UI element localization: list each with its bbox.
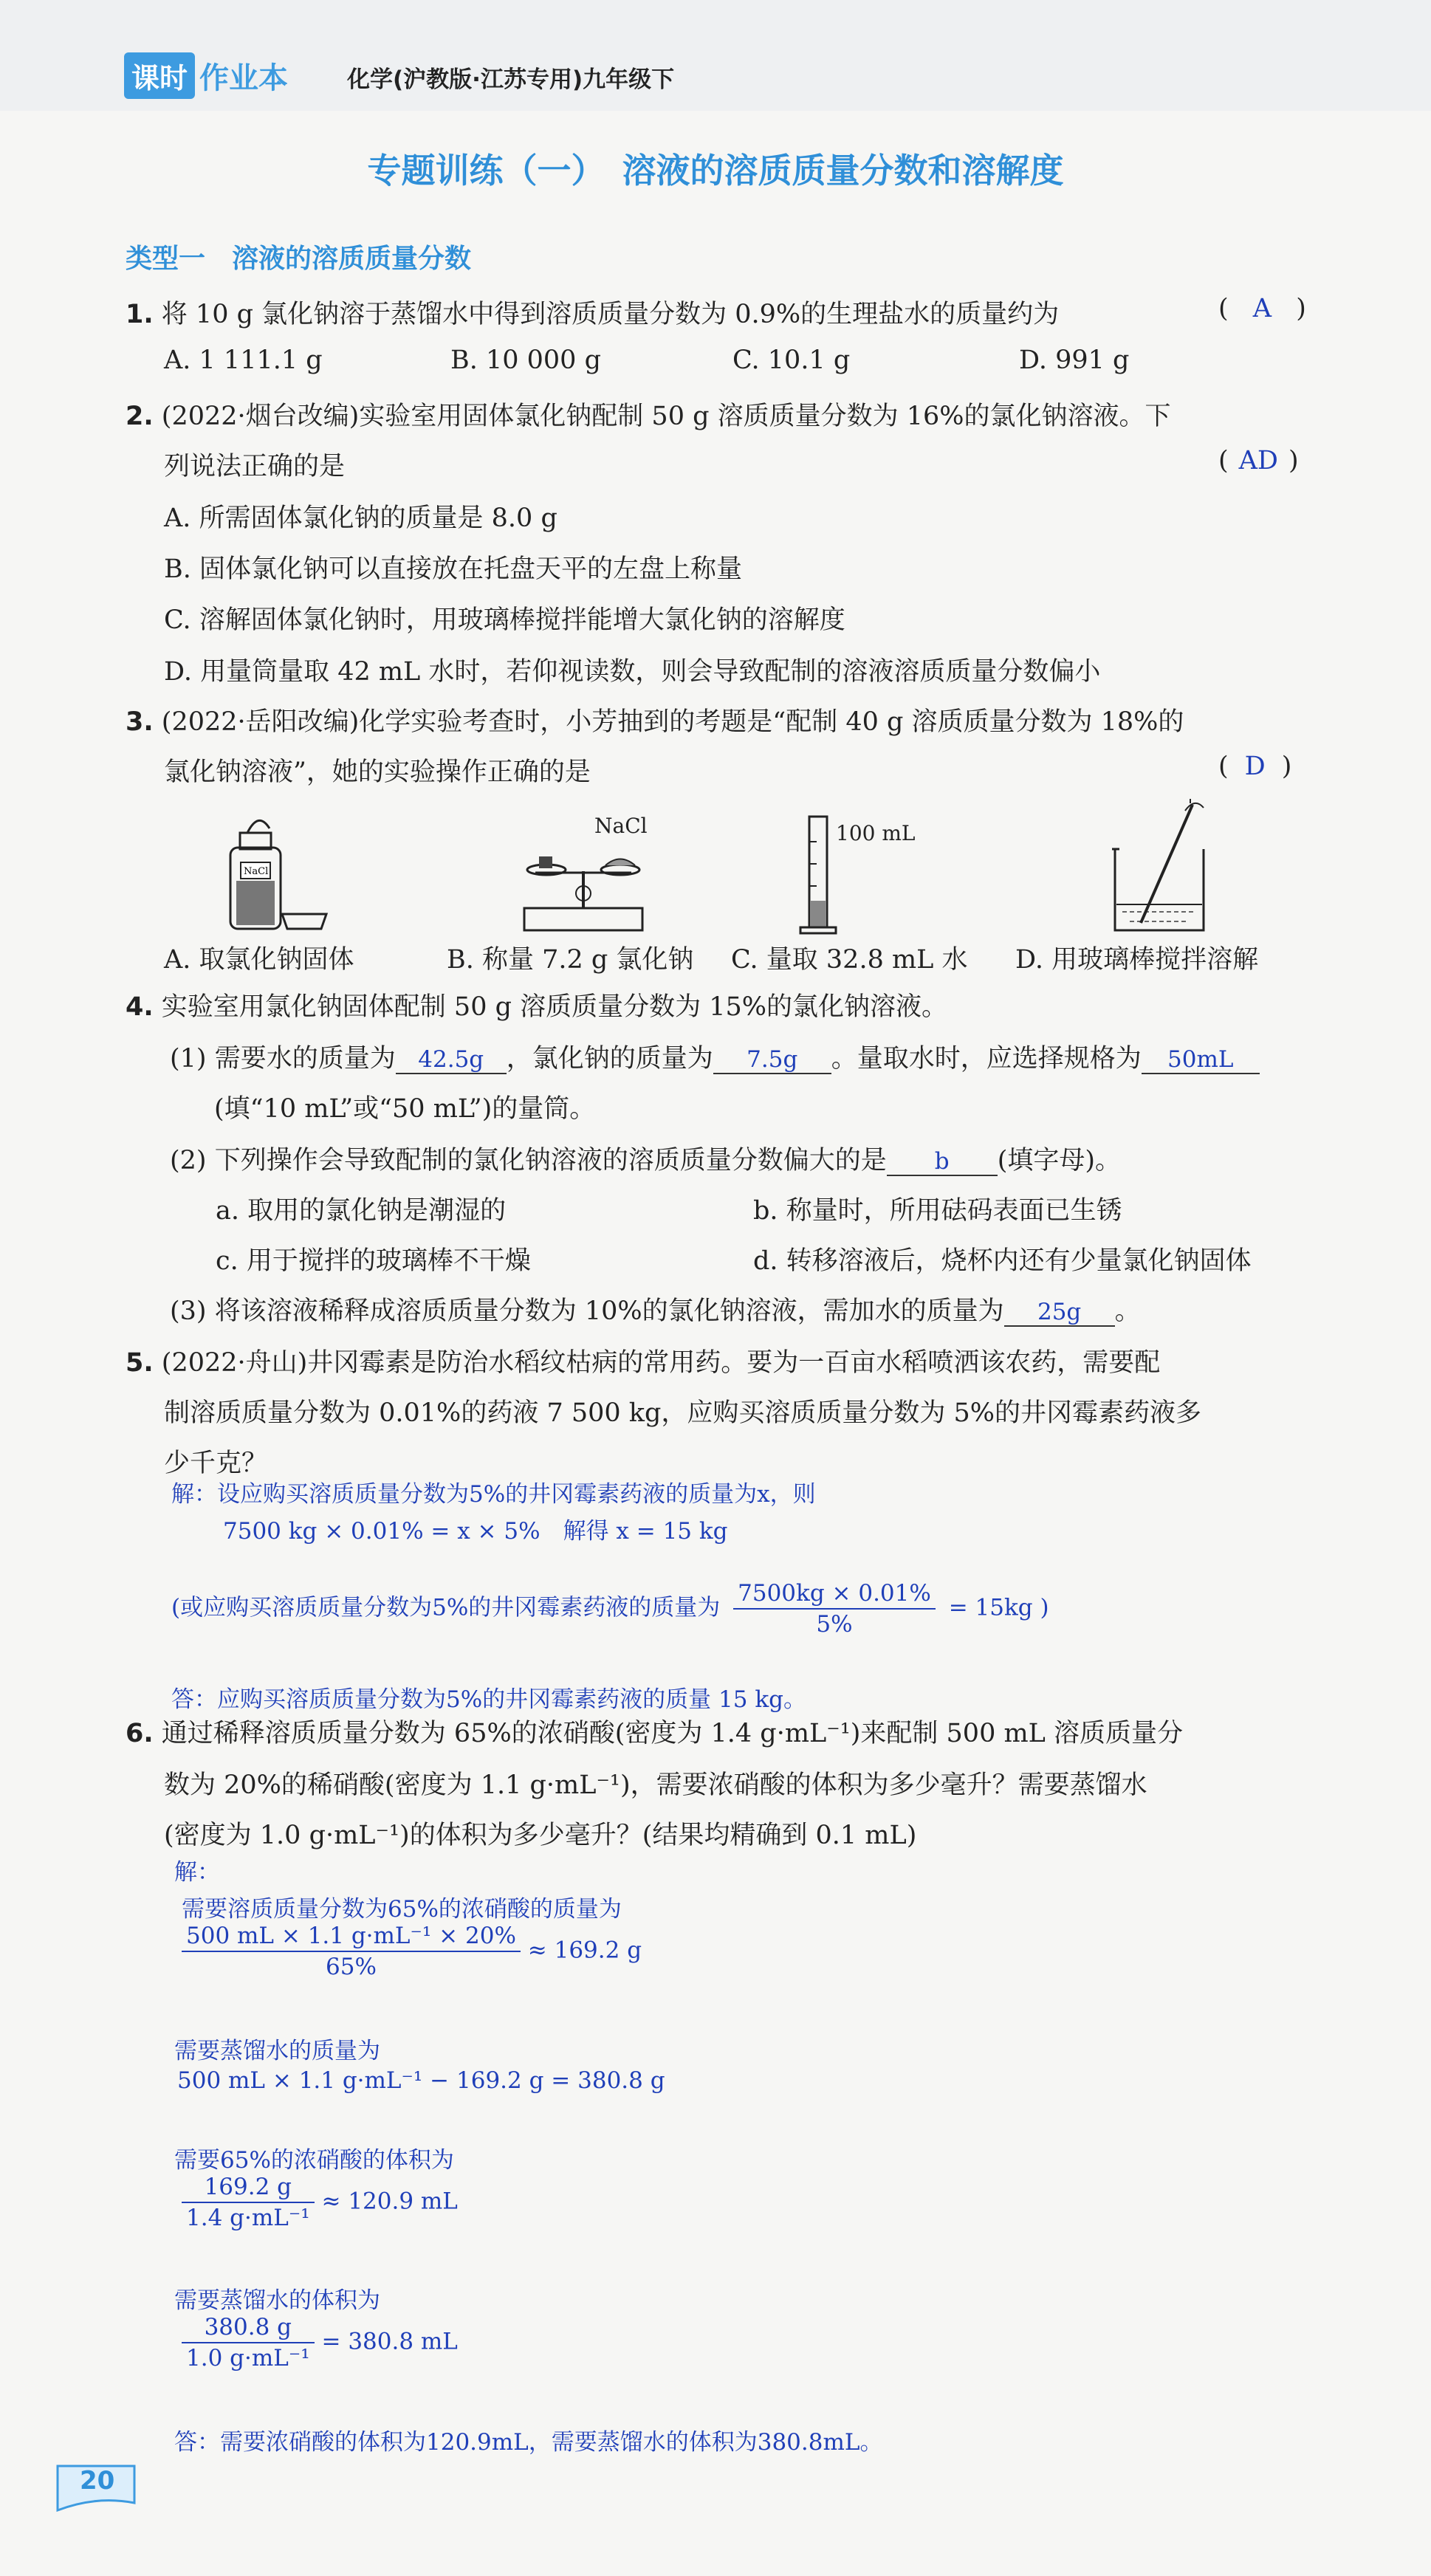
question-number: 2. — [126, 402, 154, 431]
answer-blank-nacl: 7.5g — [713, 1046, 831, 1074]
answer-value: AD — [1238, 446, 1278, 475]
answer-blank-choice: b — [887, 1148, 998, 1176]
numerator: 7500kg × 0.01% — [733, 1580, 936, 1610]
question-text-line2: 数为 20%的稀硝酸(密度为 1.1 g·mL⁻¹)，需要浓硝酸的体积为多少毫升？需要蒸馏水 — [164, 1770, 1147, 1800]
option: d. 转移溶液后，烧杯内还有少量氯化钠固体 — [753, 1246, 1252, 1276]
solution-line1: 解：设应购买溶质质量分数为5%的井冈霉素药液的质量为x，则 — [171, 1481, 816, 1508]
cylinder-label: 100 mL — [836, 821, 916, 845]
answer-value: D — [1244, 752, 1266, 781]
question-text-line1: 通过稀释溶质质量分数为 65%的浓硝酸(密度为 1.4 g·mL⁻¹)来配制 500 mL 溶质质量分 — [161, 1719, 1184, 1748]
step4-label: 需要蒸馏水的体积为 — [174, 2287, 380, 2314]
fraction — [182, 2314, 315, 2371]
option: D. 用量筒量取 42 mL 水时，若仰视读数，则会导致配制的溶液溶质质量分数偏小 — [164, 657, 1101, 687]
bottle-label: NaCl — [244, 866, 269, 877]
logo-text: 作业本 — [199, 61, 289, 95]
step2-label: 需要蒸馏水的质量为 — [174, 2038, 380, 2064]
fraction — [182, 1923, 521, 1980]
option: A. 1 111.1 g — [164, 346, 323, 375]
alternate-solution — [171, 1580, 1049, 1638]
page-title: 专题训练（一） 溶液的溶质质量分数和溶解度 — [367, 151, 1064, 190]
bracket-close: ) — [1296, 294, 1306, 323]
logo-box: 课时 — [124, 52, 195, 99]
alt-text: (或应购买溶质质量分数为5%的井冈霉素药液的质量为 — [171, 1594, 721, 1621]
denominator: 1.4 g·mL⁻¹ — [186, 2205, 310, 2231]
step1-formula — [182, 1923, 642, 1980]
bracket-open: ( — [1218, 294, 1229, 323]
step4-formula — [182, 2314, 458, 2371]
figure-caption-c: C. 量取 32.8 mL 水 — [731, 945, 968, 975]
fraction — [182, 2174, 315, 2231]
option: B. 10 000 g — [450, 346, 601, 375]
graduated-cylinder-figure — [797, 812, 842, 938]
question-6 — [126, 1713, 1183, 1750]
alt-text: = 15kg ) — [948, 1594, 1049, 1621]
answer-blank-water-added: 25g — [1004, 1299, 1115, 1327]
option: D. 991 g — [1019, 346, 1130, 375]
book-logo — [124, 52, 288, 99]
q4-part-3 — [170, 1291, 1141, 1328]
question-number: 5. — [126, 1348, 154, 1378]
reagent-bottle-figure — [214, 811, 340, 936]
solution-line2: 7500 kg × 0.01% = x × 5% 解得 x = 15 kg — [223, 1518, 728, 1545]
part-text: (1) 需要水的质量为 — [170, 1044, 396, 1074]
denominator: 1.0 g·mL⁻¹ — [186, 2345, 310, 2371]
question-1 — [126, 294, 1059, 331]
option: C. 溶解固体氯化钠时，用玻璃棒搅拌能增大氯化钠的溶解度 — [164, 605, 845, 635]
question-text-line2: 制溶质质量分数为 0.01%的药液 7 500 kg，应购买溶质质量分数为 5%的井冈霉素药液多 — [164, 1398, 1202, 1428]
answer-statement: 答：应购买溶质质量分数为5%的井冈霉素药液的质量 15 kg。 — [171, 1686, 806, 1713]
answer-bracket: ( D ) — [1218, 752, 1292, 781]
denominator: 5% — [816, 1611, 853, 1638]
q4-part-1 — [170, 1038, 1260, 1075]
step2-formula: 500 mL × 1.1 g·mL⁻¹ − 169.2 g = 380.8 g — [177, 2067, 665, 2094]
answer-value: A — [1252, 294, 1272, 323]
result: ≈ 120.9 mL — [321, 2188, 458, 2215]
question-4 — [126, 986, 947, 1023]
answer-bracket: ( AD ) — [1218, 446, 1299, 475]
step3-formula — [182, 2174, 458, 2231]
figure-caption-a: A. 取氯化钠固体 — [164, 945, 354, 975]
numerator: 169.2 g — [182, 2174, 315, 2203]
balance-label: NaCl — [594, 814, 648, 838]
part-text: (填字母)。 — [997, 1146, 1122, 1175]
figure-caption-d: D. 用玻璃棒搅拌溶解 — [1015, 945, 1259, 975]
part-text: ，氯化钠的质量为 — [506, 1044, 713, 1074]
option: B. 固体氯化钠可以直接放在托盘天平的左盘上称量 — [164, 554, 742, 584]
question-number: 4. — [126, 992, 154, 1022]
answer-blank-water: 42.5g — [396, 1046, 507, 1074]
part-text: 。量取水时，应选择规格为 — [831, 1044, 1142, 1074]
question-text-line2: 列说法正确的是 — [164, 452, 346, 481]
numerator: 380.8 g — [182, 2314, 315, 2343]
question-text-line3: 少千克？ — [164, 1449, 268, 1478]
numerator: 500 mL × 1.1 g·mL⁻¹ × 20% — [182, 1923, 521, 1952]
option: c. 用于搅拌的玻璃棒不干燥 — [216, 1246, 531, 1276]
q4-part-1-cont: (填“10 mL”或“50 mL”)的量筒。 — [214, 1094, 596, 1124]
question-2 — [126, 396, 1171, 433]
question-text: 将 10 g 氯化钠溶于蒸馏水中得到溶质质量分数为 0.9%的生理盐水的质量约为 — [161, 300, 1060, 329]
question-text: 实验室用氯化钠固体配制 50 g 溶质质量分数为 15%的氯化钠溶液。 — [161, 992, 948, 1022]
page-number: 20 — [80, 2466, 115, 2496]
question-3 — [126, 701, 1184, 738]
answer-statement: 答：需要浓硝酸的体积为120.9mL，需要蒸馏水的体积为380.8mL。 — [174, 2429, 883, 2456]
part-text: (2) 下列操作会导致配制的氯化钠溶液的溶质质量分数偏大的是 — [170, 1146, 887, 1175]
option: b. 称量时，所用砝码表面已生锈 — [753, 1196, 1122, 1226]
question-number: 3. — [126, 707, 154, 737]
fraction — [733, 1580, 936, 1638]
step3-label: 需要65%的浓硝酸的体积为 — [174, 2147, 454, 2174]
result: ≈ 169.2 g — [527, 1937, 642, 1964]
figure-caption-b: B. 称量 7.2 g 氯化钠 — [447, 945, 694, 975]
option: C. 10.1 g — [732, 346, 851, 375]
step1-label: 需要溶质质量分数为65%的浓硝酸的质量为 — [182, 1896, 622, 1923]
solution-start: 解： — [174, 1859, 220, 1886]
subject-label: 化学(沪教版·江苏专用)九年级下 — [347, 66, 675, 93]
option: A. 所需固体氯化钠的质量是 8.0 g — [164, 504, 557, 533]
section-heading: 类型一 溶液的溶质质量分数 — [126, 244, 472, 274]
question-number: 1. — [126, 300, 154, 329]
answer-blank-cylinder: 50mL — [1142, 1046, 1260, 1074]
denominator: 65% — [326, 1954, 377, 1980]
question-text-line1: (2022·岳阳改编)化学实验考查时，小芳抽到的考题是“配制 40 g 溶质质量分数为 18%的 — [161, 707, 1184, 737]
result: = 380.8 mL — [321, 2328, 458, 2355]
answer-bracket — [1218, 294, 1306, 323]
q4-part-2 — [170, 1140, 1121, 1177]
part-text: (3) 将该溶液稀释成溶质质量分数为 10%的氯化钠溶液，需加水的质量为 — [170, 1296, 1004, 1326]
question-text-line2: 氯化钠溶液”，她的实验操作正确的是 — [164, 758, 591, 787]
question-5 — [126, 1342, 1160, 1379]
beaker-stirring-figure — [1108, 797, 1218, 938]
option: a. 取用的氯化钠是潮湿的 — [216, 1196, 507, 1226]
question-text-line1: (2022·舟山)井冈霉素是防治水稻纹枯病的常用药。要为一百亩水稻喷洒该农药，需要配 — [161, 1348, 1161, 1378]
question-number: 6. — [126, 1719, 154, 1748]
part-text: 。 — [1114, 1296, 1141, 1326]
question-text-line1: (2022·烟台改编)实验室用固体氯化钠配制 50 g 溶质质量分数为 16%的氯化钠溶液。下 — [161, 402, 1171, 431]
question-text-line3: (密度为 1.0 g·mL⁻¹)的体积为多少毫升？(结果均精确到 0.1 mL) — [164, 1821, 917, 1850]
